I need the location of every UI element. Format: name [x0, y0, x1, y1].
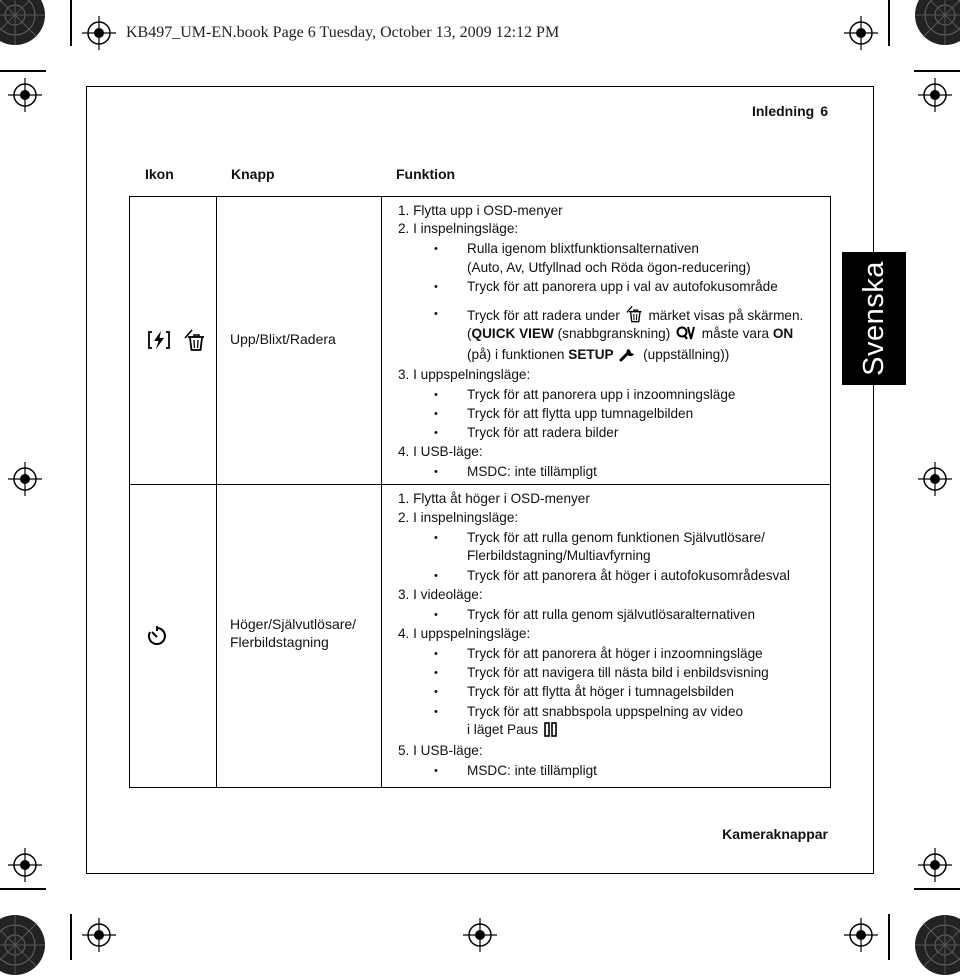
color-target-icon	[914, 0, 960, 46]
page-number: 6	[820, 103, 828, 119]
button-name-line: Flerbildstagning	[230, 633, 356, 651]
function-list-row-1	[399, 201, 829, 483]
registration-mark-icon	[844, 918, 878, 952]
list-item: 5. I USB-läge:	[398, 742, 483, 760]
button-name-row-1: Upp/Blixt/Radera	[230, 330, 336, 348]
list-item: 4. I uppspelningsläge:	[398, 625, 530, 643]
list-item: • Tryck för att panorera åt höger i autofokusområdesval	[467, 567, 790, 585]
list-item: (Auto, Av, Utfyllnad och Röda ögon-reducering)	[467, 259, 751, 277]
delete-icon	[184, 329, 206, 351]
list-item: • Tryck för att rulla genom funktionen Självutlösare/	[467, 529, 765, 547]
list-item: Flerbildstagning/Multiavfyrning	[467, 547, 651, 565]
registration-mark-icon	[82, 16, 116, 50]
list-item: 2. I inspelningsläge:	[398, 220, 518, 238]
color-target-icon	[0, 914, 46, 976]
list-item: • Tryck för att rulla genom självutlösaralternativen	[467, 606, 755, 624]
column-header-function: Funktion	[396, 166, 455, 182]
list-item: • Tryck för att flytta åt höger i tumnagelsbilden	[467, 683, 734, 701]
footer-chapter-label: Kameraknappar	[722, 826, 828, 842]
registration-mark-icon	[8, 848, 42, 882]
list-item: • Tryck för att radera bilder	[467, 424, 618, 442]
list-item: 2. I inspelningsläge:	[398, 509, 518, 527]
language-tab-label: Svenska	[858, 261, 891, 376]
pause-icon	[544, 722, 558, 742]
list-item-text: måste vara	[698, 326, 773, 341]
button-function-table	[129, 196, 831, 788]
self-timer-icon	[146, 625, 168, 647]
color-target-icon	[914, 914, 960, 976]
list-item-text: (uppställning))	[639, 347, 729, 362]
registration-mark-icon	[8, 462, 42, 496]
list-item: • Tryck för att panorera upp i inzoomningsläge	[467, 386, 736, 404]
list-item-text: (snabbgranskning)	[554, 326, 674, 341]
list-item-text: i läget Paus	[467, 722, 538, 737]
section-header	[752, 103, 828, 119]
registration-mark-icon	[918, 848, 952, 882]
table-row-1-icons	[148, 329, 206, 351]
list-item-text: (	[467, 326, 472, 341]
registration-mark-icon	[82, 918, 116, 952]
table-row-2-icons	[146, 625, 168, 647]
function-list-row-2	[399, 489, 829, 785]
on-label: ON	[773, 326, 793, 341]
list-item-text: (på) i funktionen	[467, 347, 568, 362]
section-title: Inledning	[752, 103, 814, 119]
list-item: 1. Flytta åt höger i OSD-menyer	[398, 490, 590, 508]
list-item: 3. I uppspelningsläge:	[398, 366, 530, 384]
list-item: 4. I USB-läge:	[398, 443, 483, 461]
list-item: • MSDC: inte tillämpligt	[467, 762, 597, 780]
list-item: • Tryck för att panorera åt höger i inzoomningsläge	[467, 645, 763, 663]
registration-mark-icon	[844, 16, 878, 50]
flash-icon	[148, 330, 170, 350]
registration-mark-icon	[918, 462, 952, 496]
registration-mark-icon	[463, 918, 497, 952]
list-item: • Tryck för att navigera till nästa bild i enbildsvisning	[467, 664, 769, 682]
list-item: 1. Flytta upp i OSD-menyer	[398, 202, 563, 220]
quick-view-icon	[676, 325, 696, 346]
list-item	[467, 721, 560, 742]
list-item-text: märket visas på skärmen.	[648, 308, 803, 323]
list-item: • Tryck för att panorera upp i val av autofokusområde	[467, 278, 778, 296]
print-header: KB497_UM-EN.book Page 6 Tuesday, October 13, 2009 12:12 PM	[126, 24, 559, 42]
wrench-icon	[619, 346, 637, 367]
quick-view-label: QUICK VIEW	[472, 326, 554, 341]
color-target-icon	[0, 0, 46, 46]
list-item: • MSDC: inte tillämpligt	[467, 463, 597, 481]
button-name-row-2	[230, 615, 356, 651]
registration-mark-icon	[8, 78, 42, 112]
list-item: 3. I videoläge:	[398, 586, 483, 604]
column-header-icon: Ikon	[145, 166, 174, 182]
column-header-button: Knapp	[231, 166, 275, 182]
list-item	[467, 346, 729, 367]
list-item	[467, 325, 793, 346]
list-item: • Tryck för att flytta upp tumnagelbilden	[467, 405, 693, 423]
button-name-line: Höger/Självutlösare/	[230, 615, 356, 633]
list-item: • Rulla igenom blixtfunktionsalternativen	[467, 240, 699, 258]
setup-label: SETUP	[568, 347, 613, 362]
registration-mark-icon	[918, 78, 952, 112]
list-item-text: Tryck för att radera under	[467, 308, 620, 323]
list-item: • Tryck för att snabbspola uppspelning av video	[467, 703, 743, 721]
language-tab	[842, 252, 906, 385]
